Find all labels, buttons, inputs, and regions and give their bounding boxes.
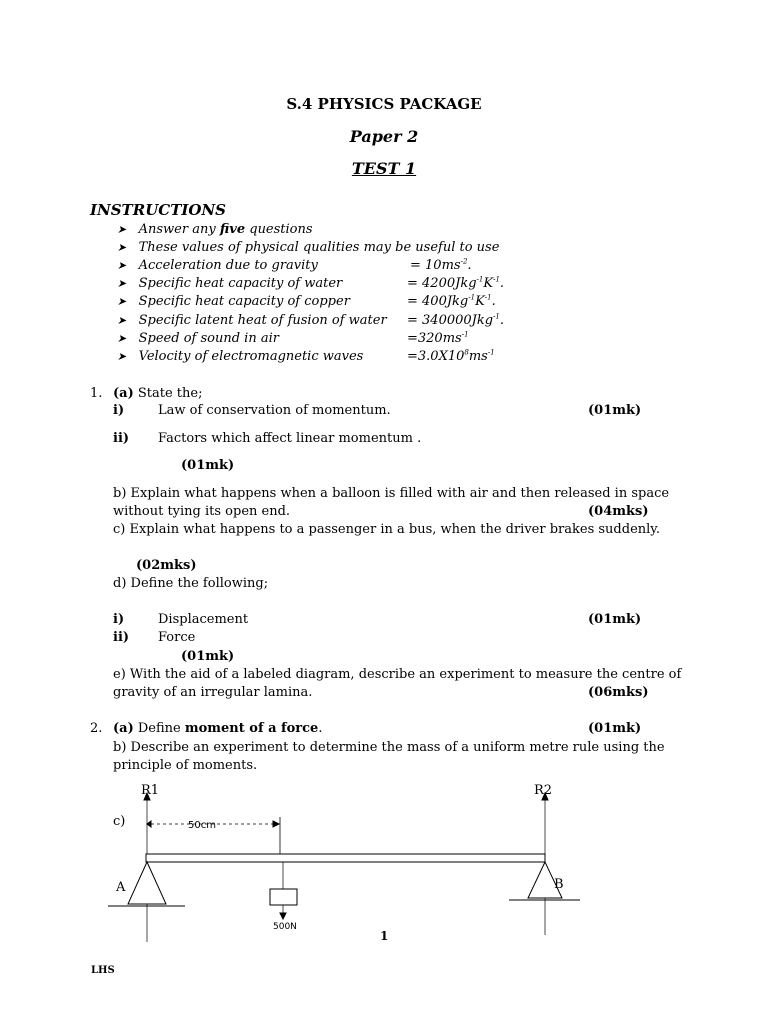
q1-part-b: b) Explain what happens when a balloon is filled with air and then released in space <box>113 486 670 501</box>
marks-label: (02mks) <box>136 558 197 573</box>
arrow-bullet-icon: ➤ <box>117 314 127 327</box>
q2-part-c-label: c) <box>113 814 126 829</box>
dim-arrow-left-icon <box>147 821 151 827</box>
constant-value: = $4200Jkg^{-1}K^{-1}$. <box>407 275 505 291</box>
load-block <box>270 889 297 905</box>
constant-row: ➤ Specific heat capacity of copper <box>117 294 350 309</box>
q1-a-i-label: i) <box>113 403 125 418</box>
instruction-answer: ➤ Answer any five questions <box>117 222 313 237</box>
arrow-bullet-icon: ➤ <box>117 332 127 345</box>
point-a-label: A <box>116 880 126 895</box>
paper-label: Paper 2 <box>349 127 419 146</box>
page-number: 1 <box>380 929 389 943</box>
q2-part-b-cont: principle of moments. <box>113 758 258 773</box>
footer-initials: LHS <box>91 965 115 976</box>
arrow-bullet-icon: ➤ <box>117 241 127 254</box>
constant-row: ➤ Specific heat capacity of water <box>117 276 343 291</box>
arrow-bullet-icon: ➤ <box>117 259 127 272</box>
r2-label: R2 <box>534 783 553 798</box>
point-b-label: B <box>554 877 564 892</box>
constant-row: ➤ Specific latent heat of fusion of water <box>117 313 387 328</box>
constant-value: $=3.0X10^8ms^{-1}$ <box>407 348 495 364</box>
distance-label: 50cm <box>188 820 216 831</box>
arrow-bullet-icon: ➤ <box>117 223 127 236</box>
q1-d-ii-text: Force <box>158 630 196 645</box>
constant-value: = $10ms^{-2}$. <box>410 257 472 273</box>
test-label: TEST 1 <box>351 159 417 178</box>
arrow-bullet-icon: ➤ <box>117 295 127 308</box>
q1-a-ii-text: Factors which affect linear momentum . <box>158 431 422 446</box>
q1-part-d: d) Define the following; <box>113 576 269 591</box>
arrow-bullet-icon: ➤ <box>117 350 127 363</box>
marks-label: (06mks) <box>588 685 649 700</box>
marks-label: (04mks) <box>588 504 649 519</box>
question-number: 1. <box>90 386 103 401</box>
marks-label: (01mk) <box>181 649 235 664</box>
constant-row: ➤ Velocity of electromagnetic waves <box>117 349 364 364</box>
marks-label: (01mk) <box>588 721 642 736</box>
marks-label: (01mk) <box>181 458 235 473</box>
marks-label: (01mk) <box>588 403 642 418</box>
q1-a-i-text: Law of conservation of momentum. <box>158 403 391 418</box>
question-number: 2. <box>90 721 103 736</box>
q2-part-a: (a) Define moment of a force. <box>113 721 323 736</box>
support-a-triangle <box>128 862 166 904</box>
constant-value: = $400Jkg^{-1}K^{-1}$. <box>407 293 496 309</box>
page-title: S.4 PHYSICS PACKAGE <box>286 95 482 113</box>
marks-label: (01mk) <box>588 612 642 627</box>
dim-arrow-right-icon <box>273 821 279 827</box>
q1-part-e: e) With the aid of a labeled diagram, describe an experiment to measure the centre of <box>113 667 682 682</box>
constant-row: ➤ Speed of sound in air <box>117 331 279 346</box>
q1-d-i-text: Displacement <box>158 612 249 627</box>
load-label: 500N <box>273 922 297 932</box>
q1-part-a: (a) State the; <box>113 386 203 401</box>
constant-value: = 340000Jkg$^{-1}$. <box>407 312 505 328</box>
q1-part-e-cont: gravity of an irregular lamina. <box>113 685 313 700</box>
q1-part-b-cont: without tying its open end. <box>113 504 291 519</box>
arrow-bullet-icon: ➤ <box>117 277 127 290</box>
q2-part-b: b) Describe an experiment to determine the mass of a uniform metre rule using the <box>113 740 665 755</box>
instruction-values-intro: ➤ These values of physical qualities may be useful to use <box>117 240 500 255</box>
r1-label: R1 <box>141 783 160 798</box>
q1-d-i-label: i) <box>113 612 125 627</box>
load-arrow-icon <box>280 913 286 919</box>
q1-part-c: c) Explain what happens to a passenger in a bus, when the driver brakes suddenly. <box>113 522 661 537</box>
instructions-heading: INSTRUCTIONS <box>90 201 226 219</box>
constant-row: ➤ Acceleration due to gravity <box>117 258 318 273</box>
constant-value: $=320ms^{-1}$ <box>407 330 469 346</box>
q1-a-ii-label: ii) <box>113 431 130 446</box>
q1-d-ii-label: ii) <box>113 630 130 645</box>
metre-rule-beam <box>146 854 545 862</box>
